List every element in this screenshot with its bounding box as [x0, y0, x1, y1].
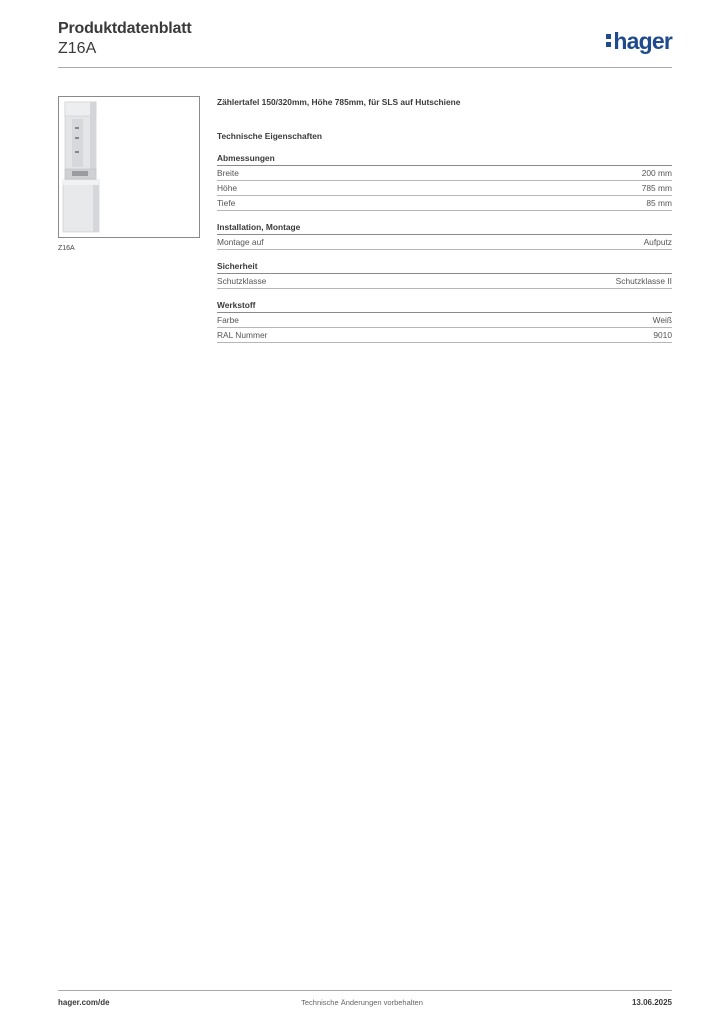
- spec-value: 9010: [653, 330, 672, 340]
- spec-label: Schutzklasse: [217, 276, 267, 286]
- spec-group-safety: [217, 260, 672, 289]
- spec-group-title: Abmessungen: [217, 152, 672, 166]
- document-title: Produktdatenblatt: [58, 20, 192, 37]
- spec-section-title: Technische Eigenschaften: [217, 131, 323, 141]
- spec-value: 200 mm: [641, 168, 672, 178]
- spec-row: [217, 274, 672, 289]
- spec-group-title: Werkstoff: [217, 299, 672, 313]
- spec-label: Höhe: [217, 183, 238, 193]
- spec-value: 785 mm: [641, 183, 672, 193]
- spec-value: Weiß: [652, 315, 672, 325]
- spec-row: [217, 196, 672, 211]
- article-number: Z16A: [58, 40, 97, 57]
- spec-group-installation: [217, 221, 672, 250]
- spec-row: [217, 328, 672, 343]
- product-image: [59, 97, 199, 237]
- hager-logo: [606, 28, 672, 55]
- spec-group-title: Sicherheit: [217, 260, 672, 274]
- logo-colon-icon: [606, 32, 611, 48]
- spec-label: Breite: [217, 168, 239, 178]
- footer-website-link[interactable]: hager.com/de: [58, 998, 110, 1007]
- footer-divider: [58, 990, 672, 991]
- spec-row: [217, 313, 672, 328]
- logo-text: hager: [613, 28, 672, 54]
- spec-value: Aufputz: [643, 237, 672, 247]
- spec-row: [217, 166, 672, 181]
- product-description: Zählertafel 150/320mm, Höhe 785mm, für SLS auf Hutschiene: [217, 97, 461, 107]
- product-image-caption: Z16A: [58, 245, 75, 252]
- spec-label: RAL Nummer: [217, 330, 268, 340]
- spec-label: Farbe: [217, 315, 239, 325]
- footer-date: 13.06.2025: [631, 998, 672, 1007]
- spec-row: [217, 235, 672, 250]
- footer-notice: Technische Änderungen vorbehalten: [301, 998, 423, 1007]
- spec-group-material: [217, 299, 672, 343]
- header-divider: [58, 67, 672, 68]
- spec-content: [217, 96, 672, 343]
- spec-value: Schutzklasse II: [615, 276, 672, 286]
- spec-label: Tiefe: [217, 198, 236, 208]
- spec-group-title: Installation, Montage: [217, 221, 672, 235]
- spec-label: Montage auf: [217, 237, 264, 247]
- spec-row: [217, 181, 672, 196]
- spec-value: 85 mm: [646, 198, 672, 208]
- spec-group-dimensions: [217, 152, 672, 211]
- product-image-frame: [58, 96, 200, 238]
